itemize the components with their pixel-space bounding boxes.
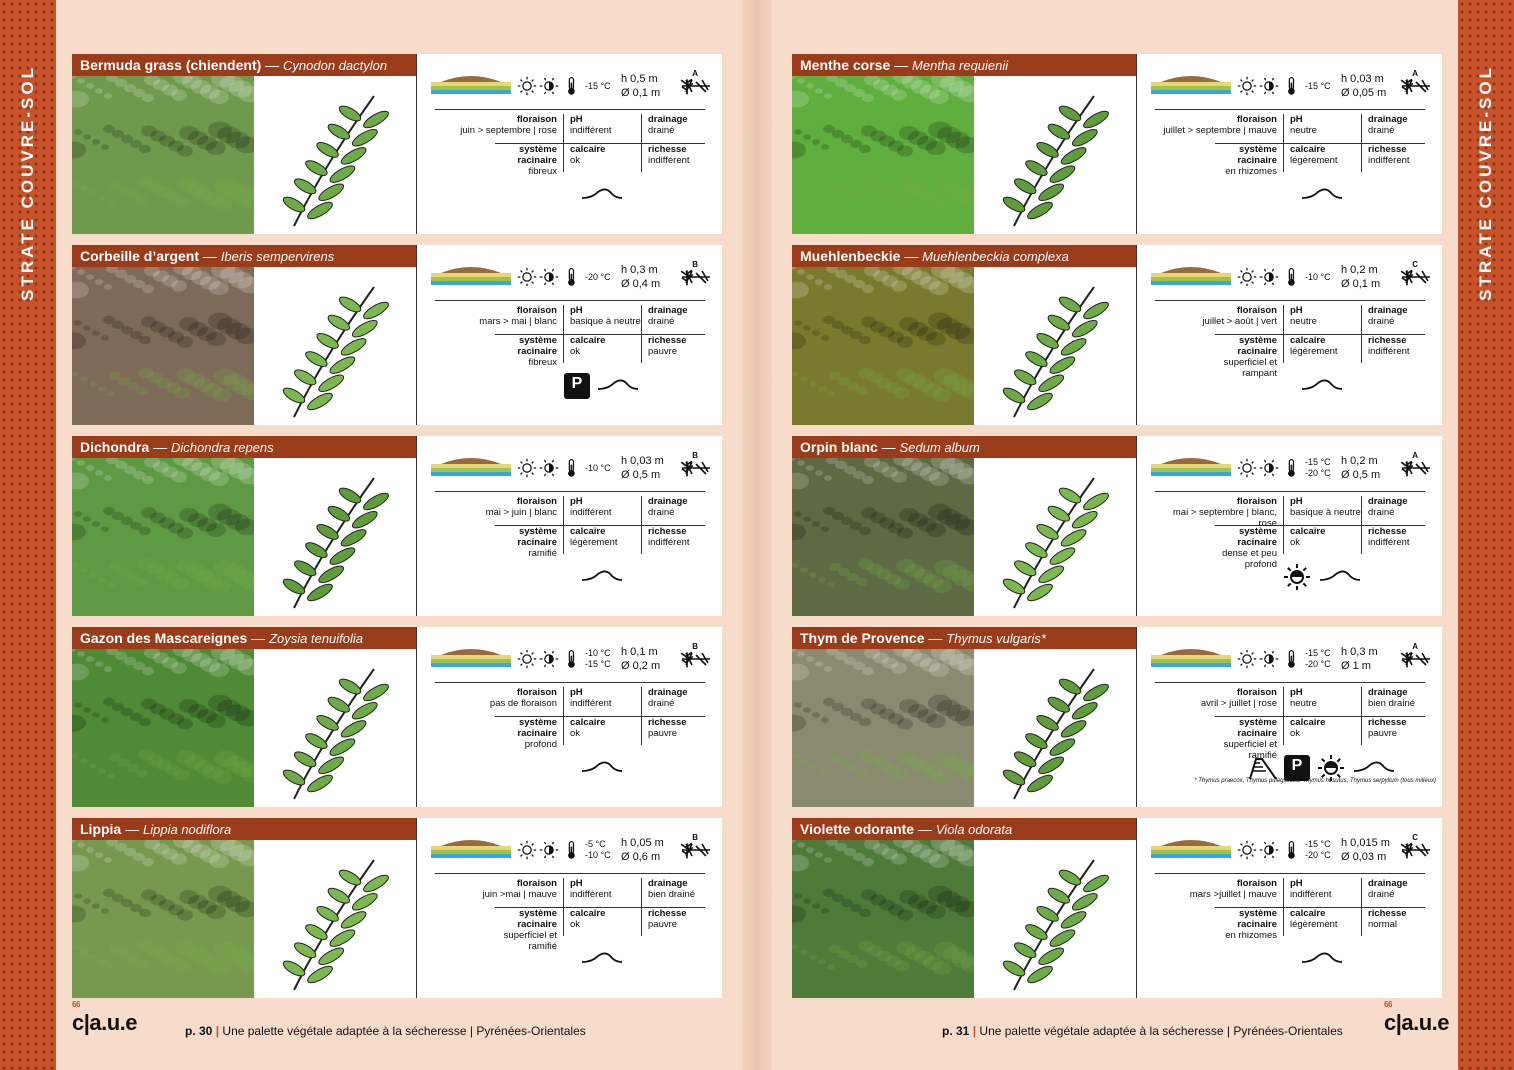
parking-badge: P bbox=[1284, 755, 1310, 781]
plant-dimensions: h 0,1 m Ø 0,2 m bbox=[621, 646, 661, 672]
half-shade-icon bbox=[539, 838, 559, 862]
plant-title: Bermuda grass (chiendent) — Cynodon dactylon bbox=[72, 54, 416, 76]
plant-illustration bbox=[974, 840, 1136, 998]
plant-photo bbox=[792, 840, 974, 998]
ground-profile-icon bbox=[1318, 570, 1362, 584]
plant-illustration bbox=[254, 840, 416, 998]
half-shade-icon bbox=[539, 456, 559, 480]
plant-dimensions: h 0,5 m Ø 0,1 m bbox=[621, 73, 661, 99]
left-edge-band bbox=[0, 0, 56, 1070]
plant-photo bbox=[72, 76, 254, 234]
footer-right bbox=[1384, 1000, 1450, 1040]
plant-illustration bbox=[254, 267, 416, 425]
full-sun-icon bbox=[517, 74, 537, 98]
plant-properties: floraison juillet > septembre | mauve pH neutre drainage drainé système racinaire en rhizomes calcaire légèrement richesse indifférent bbox=[1155, 114, 1425, 172]
thermometer-icon bbox=[1281, 838, 1301, 862]
plant-properties: floraison avril > juillet | rose pH neutre drainage bien drainé système racinaire superficiel et ramifié calcaire ok richesse pauvre bbox=[1155, 687, 1425, 745]
hardiness-zone-icon bbox=[680, 643, 712, 673]
thermometer-icon bbox=[561, 647, 581, 671]
plant-title: Lippia — Lippia nodiflora bbox=[72, 818, 416, 840]
plant-title: Muehlenbeckie — Muehlenbeckia complexa bbox=[792, 245, 1136, 267]
zone-letter: C bbox=[1412, 833, 1418, 842]
hardiness-zone-icon bbox=[1400, 643, 1432, 673]
plant-properties: floraison juin > septembre | rose pH indifférent drainage drainé système racinaire fibreux calcaire ok richesse indifférent bbox=[435, 114, 705, 172]
strata-diagram bbox=[431, 263, 511, 289]
half-shade-icon bbox=[539, 74, 559, 98]
hardiness-zone-icon bbox=[680, 261, 712, 291]
strata-diagram bbox=[431, 645, 511, 671]
full-sun-icon bbox=[517, 456, 537, 480]
side-label-left: STRATE COUVRE-SOL bbox=[18, 65, 37, 301]
full-sun-icon bbox=[1237, 838, 1257, 862]
plant-properties: floraison mars >juillet | mauve pH indifférent drainage drainé système racinaire en rhizomes calcaire légèrement richesse normal bbox=[1155, 878, 1425, 936]
thermometer-icon bbox=[561, 74, 581, 98]
zone-letter: A bbox=[1412, 451, 1418, 460]
plant-title: Orpin blanc — Sedum album bbox=[792, 436, 1136, 458]
hardiness-zone-icon bbox=[1400, 452, 1432, 482]
plant-card bbox=[72, 54, 722, 234]
ground-profile-icon bbox=[1352, 761, 1396, 775]
plant-title: Thym de Provence — Thymus vulgaris* bbox=[792, 627, 1136, 649]
plant-title: Menthe corse — Mentha requienii bbox=[792, 54, 1136, 76]
caue-logo-left: 66 c|a.u.e bbox=[72, 1000, 138, 1035]
plant-info bbox=[417, 245, 722, 425]
plant-illustration bbox=[974, 267, 1136, 425]
plant-illustration bbox=[254, 76, 416, 234]
full-sun-icon bbox=[1237, 647, 1257, 671]
strata-diagram bbox=[1151, 836, 1231, 862]
plant-info bbox=[417, 54, 722, 234]
strata-diagram bbox=[431, 454, 511, 480]
zone-letter: C bbox=[1412, 260, 1418, 269]
ground-profile-icon bbox=[1300, 188, 1344, 202]
full-sun-icon bbox=[517, 838, 537, 862]
plant-illustration bbox=[254, 458, 416, 616]
plant-dimensions: h 0,3 m Ø 1 m bbox=[1341, 646, 1378, 672]
plant-photo bbox=[792, 267, 974, 425]
side-label-right: STRATE COUVRE-SOL bbox=[1476, 65, 1495, 301]
plant-info bbox=[1137, 627, 1442, 807]
full-sun-icon bbox=[1237, 456, 1257, 480]
half-shade-icon bbox=[1259, 265, 1279, 289]
footer-right-text: p. 31 | Une palette végétale adaptée à la sécheresse | Pyrénées-Orientales bbox=[942, 1024, 1343, 1038]
plant-photo bbox=[792, 76, 974, 234]
hardiness-zone-icon bbox=[680, 452, 712, 482]
zone-letter: B bbox=[692, 260, 698, 269]
plant-photo bbox=[792, 458, 974, 616]
half-shade-icon bbox=[539, 647, 559, 671]
plant-photo bbox=[72, 840, 254, 998]
footer-left-text: p. 30 | Une palette végétale adaptée à la sécheresse | Pyrénées-Orientales bbox=[185, 1024, 586, 1038]
hardiness-zone-icon bbox=[1400, 70, 1432, 100]
half-shade-icon bbox=[539, 265, 559, 289]
plant-dimensions: h 0,2 m Ø 0,1 m bbox=[1341, 264, 1381, 290]
plant-title: Gazon des Mascareignes — Zoysia tenuifolia bbox=[72, 627, 416, 649]
hardiness-temps: -10 °C bbox=[585, 462, 611, 473]
thermometer-icon bbox=[1281, 265, 1301, 289]
plant-info bbox=[1137, 818, 1442, 998]
thermometer-icon bbox=[561, 456, 581, 480]
plant-card bbox=[72, 818, 722, 998]
full-sun-icon bbox=[1237, 265, 1257, 289]
plant-card bbox=[72, 627, 722, 807]
plant-illustration bbox=[974, 649, 1136, 807]
zone-letter: B bbox=[692, 451, 698, 460]
plant-info bbox=[417, 818, 722, 998]
plant-photo bbox=[792, 649, 974, 807]
plant-card bbox=[72, 436, 722, 616]
half-shade-icon bbox=[1259, 74, 1279, 98]
footer-left bbox=[72, 1000, 138, 1040]
plant-info bbox=[417, 436, 722, 616]
hardiness-temps: -15 °C -20 °C bbox=[1305, 648, 1331, 669]
thermometer-icon bbox=[561, 265, 581, 289]
ground-profile-icon bbox=[580, 761, 624, 775]
hardiness-zone-icon bbox=[1400, 261, 1432, 291]
ground-profile-icon bbox=[1300, 379, 1344, 393]
zone-letter: B bbox=[692, 833, 698, 842]
zone-letter: A bbox=[1412, 642, 1418, 651]
hardiness-temps: -15 °C -20 °C bbox=[1305, 839, 1331, 860]
plant-card bbox=[792, 818, 1442, 998]
plant-info bbox=[1137, 54, 1442, 234]
plant-title: Violette odorante — Viola odorata bbox=[792, 818, 1136, 840]
plant-dimensions: h 0,05 m Ø 0,6 m bbox=[621, 837, 664, 863]
hardiness-temps: -20 °C bbox=[585, 271, 611, 282]
parking-badge: P bbox=[564, 373, 590, 399]
ground-profile-icon bbox=[580, 570, 624, 584]
hardiness-zone-icon bbox=[680, 70, 712, 100]
plant-title: Dichondra — Dichondra repens bbox=[72, 436, 416, 458]
plant-card bbox=[792, 54, 1442, 234]
ground-profile-icon bbox=[580, 188, 624, 202]
full-sun-icon bbox=[1237, 74, 1257, 98]
plant-illustration bbox=[974, 76, 1136, 234]
hardiness-temps: -10 °C bbox=[1305, 271, 1331, 282]
hardiness-temps: -15 °C bbox=[585, 80, 611, 91]
plant-card bbox=[792, 627, 1442, 807]
plant-dimensions: h 0,03 m Ø 0,05 m bbox=[1341, 73, 1387, 99]
plant-properties: floraison mai > juin | blanc pH indifférent drainage drainé système racinaire ramifié calcaire légèrement richesse indifférent bbox=[435, 496, 705, 554]
plant-photo bbox=[72, 267, 254, 425]
strata-diagram bbox=[431, 836, 511, 862]
plant-dimensions: h 0,03 m Ø 0,5 m bbox=[621, 455, 664, 481]
hardiness-temps: -5 °C -10 °C bbox=[585, 839, 611, 860]
plant-dimensions: h 0,2 m Ø 0,5 m bbox=[1341, 455, 1381, 481]
thermometer-icon bbox=[561, 838, 581, 862]
plant-properties: floraison mai > septembre | blanc, rose pH basique à neutre drainage drainé système racinaire dense et peu profond calcaire ok richesse indifférent bbox=[1155, 496, 1425, 554]
zone-letter: A bbox=[692, 69, 698, 78]
half-shade-icon bbox=[1259, 647, 1279, 671]
plant-card bbox=[792, 436, 1442, 616]
hardiness-zone-icon bbox=[680, 834, 712, 864]
plant-illustration bbox=[974, 458, 1136, 616]
book-gutter bbox=[742, 0, 772, 1070]
drought-sun-icon bbox=[1282, 562, 1312, 592]
plant-card bbox=[792, 245, 1442, 425]
hardiness-temps: -10 °C -15 °C bbox=[585, 648, 611, 669]
plant-properties: floraison mars > mai | blanc pH basique à neutre drainage drainé système racinaire fibreux calcaire ok richesse pauvre bbox=[435, 305, 705, 363]
ground-profile-icon bbox=[580, 952, 624, 966]
plant-illustration bbox=[254, 649, 416, 807]
hardiness-zone-icon bbox=[1400, 834, 1432, 864]
plant-info bbox=[1137, 245, 1442, 425]
half-shade-icon bbox=[1259, 456, 1279, 480]
plant-properties: floraison juillet > août | vert pH neutre drainage drainé système racinaire superficiel et rampant calcaire légèrement richesse indifférent bbox=[1155, 305, 1425, 363]
plant-card bbox=[72, 245, 722, 425]
thermometer-icon bbox=[1281, 456, 1301, 480]
plant-photo bbox=[72, 458, 254, 616]
full-sun-icon bbox=[517, 265, 537, 289]
plant-dimensions: h 0,015 m Ø 0,03 m bbox=[1341, 837, 1390, 863]
strata-diagram bbox=[1151, 454, 1231, 480]
plant-info bbox=[417, 627, 722, 807]
thermometer-icon bbox=[1281, 74, 1301, 98]
hardiness-temps: -15 °C -20 °C bbox=[1305, 457, 1331, 478]
half-shade-icon bbox=[1259, 838, 1279, 862]
strata-diagram bbox=[431, 72, 511, 98]
ground-profile-icon bbox=[596, 379, 640, 393]
strata-diagram bbox=[1151, 72, 1231, 98]
hardiness-temps: -15 °C bbox=[1305, 80, 1331, 91]
strata-diagram bbox=[1151, 263, 1231, 289]
thermometer-icon bbox=[1281, 647, 1301, 671]
species-note: * Thymus praecox, Thymus pulegioides, Thymus hirsutus, Thymus serpyllum (tous milieux) bbox=[1194, 778, 1436, 784]
zone-letter: A bbox=[1412, 69, 1418, 78]
plant-info bbox=[1137, 436, 1442, 616]
plant-title: Corbeille d’argent — Iberis sempervirens bbox=[72, 245, 416, 267]
right-edge-band bbox=[1458, 0, 1514, 1070]
plant-dimensions: h 0,3 m Ø 0,4 m bbox=[621, 264, 661, 290]
plant-properties: floraison pas de floraison pH indifférent drainage drainé système racinaire profond calcaire ok richesse pauvre bbox=[435, 687, 705, 745]
strata-diagram bbox=[1151, 645, 1231, 671]
zone-letter: B bbox=[692, 642, 698, 651]
full-sun-icon bbox=[517, 647, 537, 671]
plant-photo bbox=[72, 649, 254, 807]
plant-properties: floraison juin >mai | mauve pH indifférent drainage bien drainé système racinaire superficiel et ramifié calcaire ok richesse pauvre bbox=[435, 878, 705, 936]
caue-logo-right: 66 c|a.u.e bbox=[1384, 1000, 1450, 1035]
ground-profile-icon bbox=[1300, 952, 1344, 966]
